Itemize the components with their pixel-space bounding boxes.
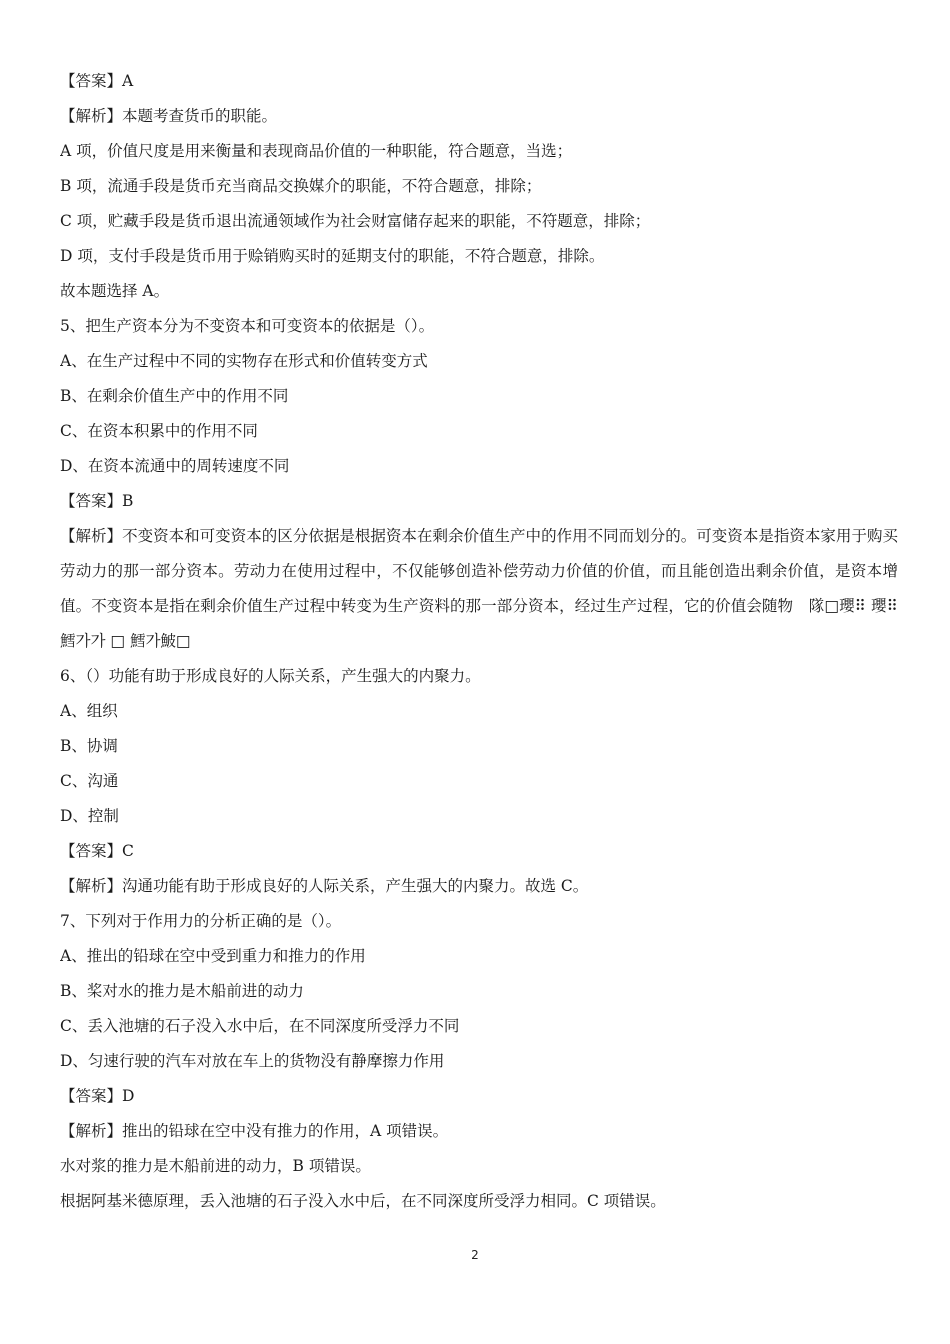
q5-answer: 【答案】B	[60, 492, 134, 510]
q4-conclusion: 故本题选择 A。	[60, 282, 170, 300]
q5-analysis: 【解析】不变资本和可变资本的区分依据是根据资本在剩余价值生产中的作用不同而划分的。可变资本是指资本家用于购买劳动力的那一部分资本。劳动力在使用过程中，不仅能够创造补偿劳动力价值的价值，而且能创造出剩余价值，是资本增值。不变资本是指在剩余价值生产过程中转变为生产资料的那一部分资本，经过生产过程，它的价值会随物 隊□瓔⠿ 瓔⠿ 鱈가가 □ 鱈가鮍□	[60, 527, 898, 650]
q5-question: 5、把生产资本分为不变资本和可变资本的依据是（）。	[60, 317, 435, 335]
q7-analysis-line-1: 【解析】推出的铅球在空中没有推力的作用，A 项错误。	[60, 1122, 449, 1140]
q6-answer: 【答案】C	[60, 842, 134, 860]
q7-option-c: C、丢入池塘的石子没入水中后，在不同深度所受浮力不同	[60, 1017, 460, 1035]
q5-option-d: D、在资本流通中的周转速度不同	[60, 457, 290, 475]
q5-option-b: B、在剩余价值生产中的作用不同	[60, 387, 289, 405]
q7-option-a: A、推出的铅球在空中受到重力和推力的作用	[60, 947, 366, 965]
q7-answer: 【答案】D	[60, 1087, 135, 1105]
q4-analysis-c: C 项，贮藏手段是货币退出流通领域作为社会财富储存起来的职能，不符题意，排除；	[60, 212, 651, 230]
q4-analysis-a: A 项，价值尺度是用来衡量和表现商品价值的一种职能，符合题意，当选；	[60, 142, 573, 160]
q7-analysis-line-3: 根据阿基米德原理，丢入池塘的石子没入水中后，在不同深度所受浮力相同。C 项错误。	[60, 1192, 666, 1210]
q6-option-b: B、协调	[60, 737, 118, 755]
q7-question: 7、下列对于作用力的分析正确的是（）。	[60, 912, 342, 930]
q6-analysis: 【解析】沟通功能有助于形成良好的人际关系，产生强大的内聚力。故选 C。	[60, 877, 589, 895]
q7-option-b: B、桨对水的推力是木船前进的动力	[60, 982, 304, 1000]
q6-option-d: D、控制	[60, 807, 119, 825]
q5-option-c: C、在资本积累中的作用不同	[60, 422, 258, 440]
document-page	[60, 64, 900, 1219]
q4-analysis-d: D 项，支付手段是货币用于赊销购买时的延期支付的职能，不符合题意，排除。	[60, 247, 605, 265]
q6-option-a: A、组织	[60, 702, 118, 720]
page-number: 2	[471, 1248, 479, 1262]
q6-question: 6、（）功能有助于形成良好的人际关系，产生强大的内聚力。	[60, 667, 481, 685]
q7-option-d: D、匀速行驶的汽车对放在车上的货物没有静摩擦力作用	[60, 1052, 445, 1070]
q4-analysis-heading: 【解析】本题考查货币的职能。	[60, 107, 278, 125]
q4-answer: 【答案】A	[60, 72, 134, 90]
q6-option-c: C、沟通	[60, 772, 119, 790]
q5-option-a: A、在生产过程中不同的实物存在形式和价值转变方式	[60, 352, 428, 370]
q7-analysis-line-2: 水对浆的推力是木船前进的动力，B 项错误。	[60, 1157, 371, 1175]
q4-analysis-b: B 项，流通手段是货币充当商品交换媒介的职能，不符合题意，排除；	[60, 177, 542, 195]
